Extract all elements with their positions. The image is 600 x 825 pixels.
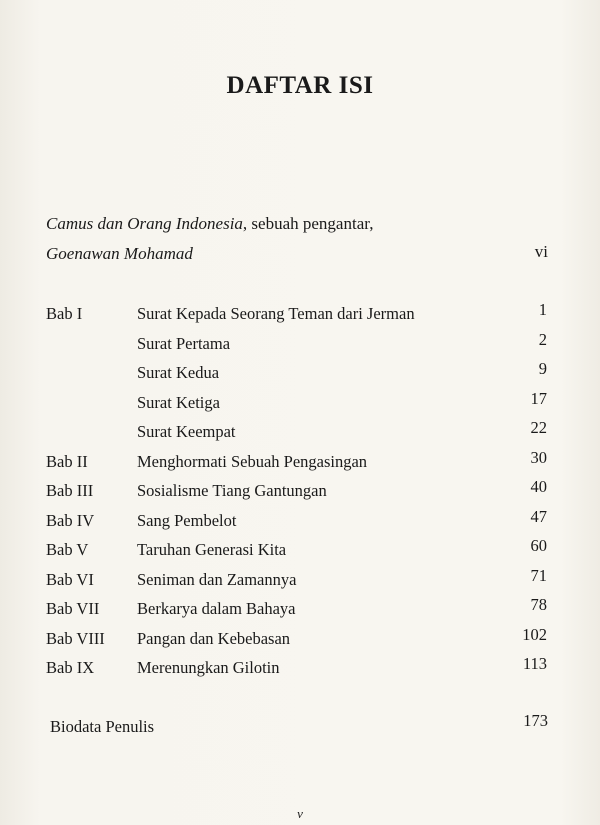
toc-chapter-label: Bab VI — [46, 569, 94, 589]
toc-row — [0, 536, 600, 566]
intro-suffix: , sebuah pengantar, — [242, 214, 374, 233]
toc-entry-title: Pangan dan Kebebasan — [137, 628, 291, 648]
toc-entry-title: Merenungkan Gilotin — [137, 658, 280, 677]
toc-row — [0, 418, 600, 448]
toc-chapter-label: Bab V — [46, 540, 89, 559]
biodata-page-number: 173 — [523, 711, 548, 730]
biodata-row — [0, 711, 600, 741]
toc-entry-title: Sosialisme Tiang Gantungan — [137, 481, 327, 500]
toc-page-number: 2 — [538, 329, 547, 349]
toc-chapter-label: Bab II — [46, 451, 88, 471]
toc-chapter-label: Bab I — [46, 304, 83, 323]
toc-entry-title: Taruhan Generasi Kita — [137, 540, 287, 559]
toc-entry-title: Seniman dan Zamannya — [137, 569, 297, 589]
toc-chapter-label: Bab VII — [46, 599, 100, 618]
toc-row — [0, 448, 600, 478]
intro-page-number: vi — [534, 242, 548, 261]
toc-row — [0, 389, 600, 419]
toc-entry-title: Surat Pertama — [137, 333, 231, 353]
toc-row — [0, 359, 600, 389]
intro-line — [46, 214, 373, 234]
toc-page-number: 60 — [530, 536, 547, 555]
toc-page-number: 113 — [522, 654, 547, 673]
toc-page-number: 9 — [538, 359, 547, 378]
toc-chapter-label: Bab IV — [46, 510, 95, 530]
toc-chapter-label: Bab VIII — [46, 628, 105, 648]
toc-entry-title: Sang Pembelot — [137, 510, 237, 530]
toc-page-number: 1 — [538, 300, 547, 319]
intro-title: Camus dan Orang Indonesia — [46, 214, 243, 233]
toc-row — [0, 625, 600, 655]
toc-entry-title: Berkarya dalam Bahaya — [137, 599, 296, 618]
toc-list — [0, 300, 600, 684]
toc-entry-title: Menghormati Sebuah Pengasingan — [137, 451, 368, 471]
toc-entry-title: Surat Ketiga — [137, 392, 220, 412]
toc-page-number: 102 — [522, 624, 547, 644]
toc-page-number: 17 — [530, 388, 547, 408]
toc-row — [0, 654, 600, 684]
toc-page-number: 71 — [530, 565, 547, 585]
toc-page-number: 40 — [530, 477, 547, 496]
toc-entry-title: Surat Kedua — [137, 363, 220, 382]
toc-chapter-label: Bab IX — [46, 658, 95, 677]
toc-entry-title: Surat Keempat — [137, 422, 236, 441]
toc-page-number: 47 — [530, 506, 547, 526]
page-folio: v — [297, 806, 303, 821]
toc-page-number: 30 — [530, 447, 547, 467]
toc-chapter-label: Bab III — [46, 481, 94, 500]
toc-page-number: 22 — [530, 418, 547, 437]
toc-page-number: 78 — [530, 595, 547, 614]
toc-row — [0, 330, 600, 360]
toc-entry-title: Surat Kepada Seorang Teman dari Jerman — [137, 304, 415, 323]
toc-row — [0, 477, 600, 507]
toc-row — [0, 507, 600, 537]
intro-author: Goenawan Mohamad — [46, 244, 193, 263]
page-title: DAFTAR ISI — [226, 72, 374, 99]
toc-row — [0, 595, 600, 625]
toc-row — [0, 566, 600, 596]
toc-row — [0, 300, 600, 330]
biodata-label: Biodata Penulis — [50, 717, 155, 736]
